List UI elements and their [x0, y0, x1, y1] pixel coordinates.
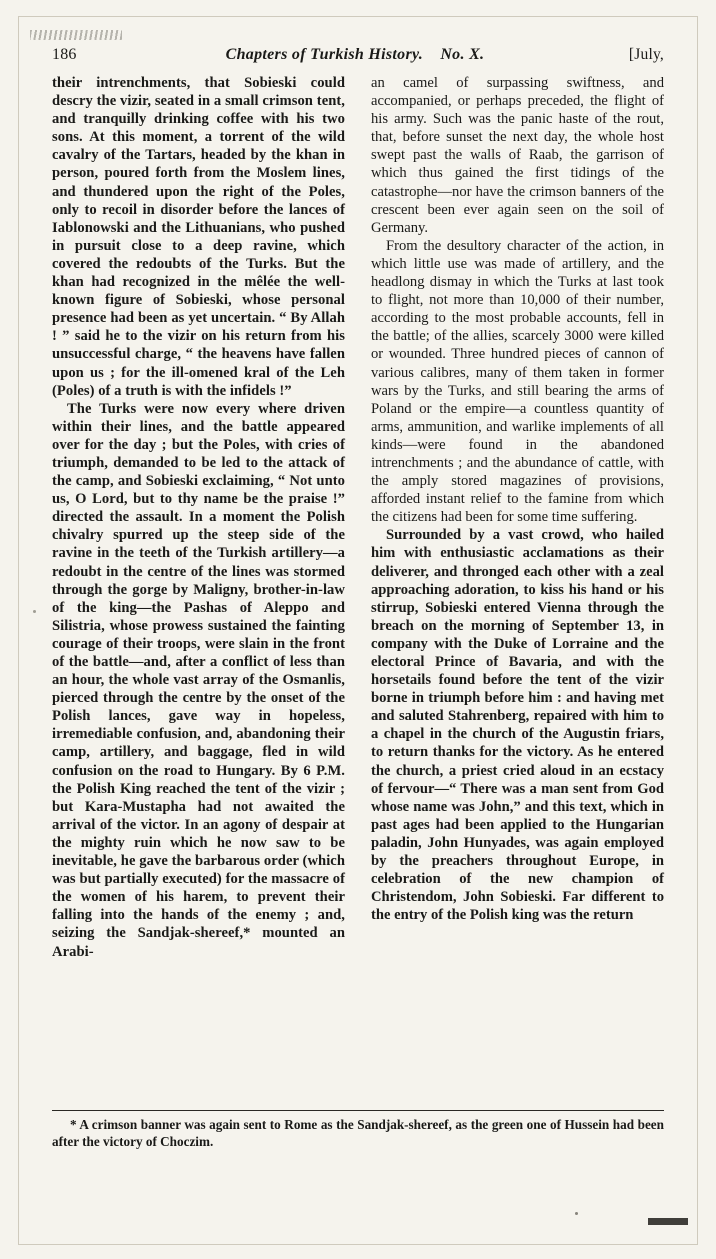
scan-speck-margin: [33, 610, 36, 613]
column-left: [52, 74, 345, 961]
scan-artifact-top-left: [30, 30, 122, 40]
footnote-line-1: A crimson banner was again sent to Rome as the Sandjak-shereef, as the green: [79, 1117, 524, 1132]
footnote-divider: [52, 1110, 664, 1111]
issue-label: [July,: [628, 46, 664, 63]
footnote: [52, 1117, 664, 1150]
column-right: [371, 74, 664, 961]
footnote-line-2: one of Hussein had been after the victory of Choczim.: [52, 1117, 664, 1149]
paragraph: an camel of surpassing swiftness, and accompanied, or perhaps preceded, the flight of his army. Such was the panic haste of the rout, that, before sunset the next day, the whole host swept past the walls of Raab, the garrison of which thus gained the first tidings of the catastrophe—nor have the crimson banners of the crescent been ever again seen on the soil of Germany.: [371, 75, 664, 236]
page-body: [52, 46, 664, 961]
paragraph: From the desultory character of the action, in which little use was made of artillery, and the headlong dismay in which the Turks at last took to flight, not more than 10,000 of their number, according to the most probable accounts, fell in the battle; of the allies, scarcely 3000 were killed or wounded. Three hundred pieces of cannon of various calibres, many of them taken in former wars by the Turks, and still bearing the arms of Poland or the empire—a countless quantity of arms, ammunition, and warlike implements of all kinds—were found in the abandoned intrenchments ; and the abundance of cattle, with the amply stored magazines of provisions, afforded instant relief to the famine from which the citizens had been for some time suffering.: [371, 237, 664, 526]
running-title-text: Chapters of Turkish History.: [225, 46, 424, 63]
paragraph: their intrenchments, that Sobieski could descry the vizir, seated in a small crimson tent, and tranquilly drinking coffee with his two sons. At this moment, a torrent of the wild cavalry of the Tartars, headed by the khan in person, poured forth from the Moslem lines, and thundered upon the right of the Poles, only to recoil in disorder before the lances of Iablonowski and the Lithuanians, who pushed in pursuit close to a deep ravine, which covered the redoubts of the Turks. But the khan had recognized in the mêlée the well-known figure of Sobieski, whose personal presence had been as yet uncertain. “ By Allah ! ” said he to the vizir on his return from his unsuccessful charge, “ the heavens have fallen upon us ; for the ill-omened kral of the Leh (Poles) of a truth is with the infidels !”: [52, 75, 345, 399]
footnote-area: [52, 1096, 664, 1150]
two-column-text: [52, 74, 664, 961]
page-number: 186: [52, 46, 77, 63]
paragraph: Surrounded by a vast crowd, who hailed him with enthusiastic acclamations as their deliverer, and thronged each other with a zeal approaching adoration, to kiss his hand or his stirrup, Sobieski entered Vienna through the breach on the morning of September 13, in company with the Duke of Lorraine and the electoral Prince of Bavaria, and with the horsetails found before the tent of the vizir borne in triumph before him : and having met and saluted Stahrenberg, repaired with him to a chapel in the church of the Augustin friars, to return thanks for the victory. As he entered the church, a priest cried aloud in an ecstacy of fervour—“ There was a man sent from God whose name was John,” and this text, which in past ages had been applied to the Hungarian paladin, John Hunyades, was again employed by the preachers throughout Europe, in celebration of the new champion of Christendom, John Sobieski. Far different to the entry of the Polish king was the return: [371, 527, 664, 924]
paragraph: The Turks were now every where driven within their lines, and the battle appeared over for the day ; but the Poles, with cries of triumph, demanded to be led to the attack of the camp, and Sobieski exclaiming, “ Not unto us, O Lord, but to thy name be the praise !” directed the assault. In a moment the Polish chivalry spurred up the steep side of the ravine in the teeth of the Turkish artillery—a redoubt in the centre of the lines was stormed through the gorge by Maligny, brother-in-law of the king—the Pashas of Aleppo and Silistria, whose prowess sustained the fainting courage of their troops, were slain in the front of the battle—and, after a conflict of less than an hour, the whole vast array of the Osmanlis, pierced through the centre by the onset of the Polish lances, gave way in hopeless, irremediable confusion, and, abandoning their camp, artillery, and baggage, fled in wild confusion on the road to Hungary. By 6 P.M. the Polish King reached the tent of the vizir ; but Kara-Mustapha had not awaited the arrival of the victor. In an agony of despair at the mighty ruin which he now saw to be inevitable, he gave the barbarous order (which was but partially executed) for the massacre of the women of his harem, to prevent their falling into the hands of the enemy ; and, seizing the Sandjak-shereef,* mounted an Arabi-: [52, 400, 345, 960]
running-title: [112, 46, 598, 64]
scan-artifact-bottom-right: [648, 1218, 688, 1225]
scan-speck: [575, 1212, 578, 1215]
running-chapter-number: No. X.: [440, 46, 485, 63]
running-head: [52, 46, 664, 64]
footnote-marker: *: [70, 1117, 77, 1132]
